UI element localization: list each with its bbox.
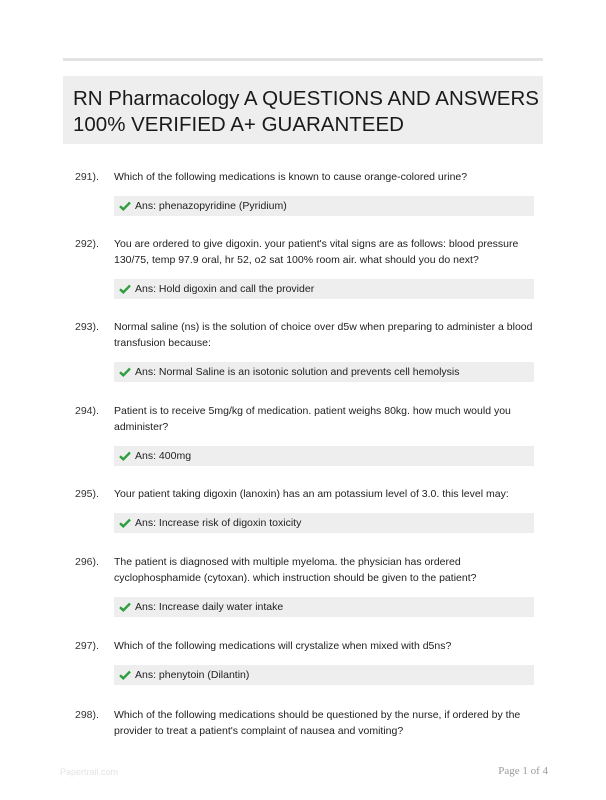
title-line-2: 100% VERIFIED A+ GUARANTEED: [73, 113, 404, 136]
answer-box: [114, 665, 534, 685]
check-icon: [119, 284, 131, 294]
question-number: 295).: [75, 488, 99, 500]
answer-text: Ans: 400mg: [135, 450, 192, 462]
question-block: [75, 236, 540, 299]
check-icon: [119, 518, 131, 528]
answer-text: Ans: phenytoin (Dilantin): [135, 669, 250, 681]
answer-box: [114, 446, 534, 466]
footer-watermark: Papertrail.com: [60, 767, 119, 777]
answer-text: Ans: Increase risk of digoxin toxicity: [135, 517, 302, 529]
question-number: 292).: [75, 238, 99, 250]
answer-text: Ans: phenazopyridine (Pyridium): [135, 200, 287, 212]
answer-text: Ans: Normal Saline is an isotonic solution and prevents cell hemolysis: [135, 366, 460, 378]
top-divider: [63, 58, 543, 61]
question-number: 297).: [75, 640, 99, 652]
answer-text: Ans: Increase daily water intake: [135, 601, 284, 613]
check-icon: [119, 201, 131, 211]
question-block: [75, 169, 540, 216]
question-number: 298).: [75, 709, 99, 721]
question-block: [75, 319, 540, 382]
question-text: Which of the following medications should be questioned by the nurse, if ordered by the provider to treat a patient's complaint of nausea and vomiting?: [114, 709, 521, 737]
question-block: [75, 707, 540, 739]
question-text: Normal saline (ns) is the solution of choice over d5w when preparing to administer a blood transfusion because:: [114, 321, 533, 349]
answer-box: [114, 279, 534, 299]
question-block: [75, 486, 540, 533]
document-title: [73, 86, 539, 138]
answer-text: Ans: Hold digoxin and call the provider: [135, 283, 315, 295]
page-number: Page 1 of 4: [498, 765, 548, 777]
check-icon: [119, 670, 131, 680]
question-text: Your patient taking digoxin (lanoxin) has an am potassium level of 3.0. this level may:: [114, 488, 509, 500]
check-icon: [119, 451, 131, 461]
answer-box: [114, 513, 534, 533]
check-icon: [119, 367, 131, 377]
answer-box: [114, 597, 534, 617]
question-text: Which of the following medications is known to cause orange-colored urine?: [114, 171, 468, 183]
answer-box: [114, 196, 534, 216]
check-icon: [119, 602, 131, 612]
question-number: 291).: [75, 171, 99, 183]
question-text: You are ordered to give digoxin. your patient's vital signs are as follows: blood pressure 130/75, temp 97.9 oral, hr 52, o2 sat 100% room air. what should you do next?: [114, 238, 519, 266]
question-block: [75, 638, 540, 685]
question-text: The patient is diagnosed with multiple myeloma. the physician has ordered cyclophosphamide (cytoxan). which instruction should be given to the patient?: [114, 556, 477, 584]
question-number: 294).: [75, 405, 99, 417]
question-block: [75, 403, 540, 466]
title-line-1: RN Pharmacology A QUESTIONS AND ANSWERS: [73, 87, 539, 110]
question-number: 293).: [75, 321, 99, 333]
question-text: Which of the following medications will crystalize when mixed with d5ns?: [114, 640, 452, 652]
question-number: 296).: [75, 556, 99, 568]
title-banner: [63, 76, 543, 144]
question-block: [75, 554, 540, 617]
question-text: Patient is to receive 5mg/kg of medication. patient weighs 80kg. how much would you administer?: [114, 405, 511, 433]
answer-box: [114, 362, 534, 382]
